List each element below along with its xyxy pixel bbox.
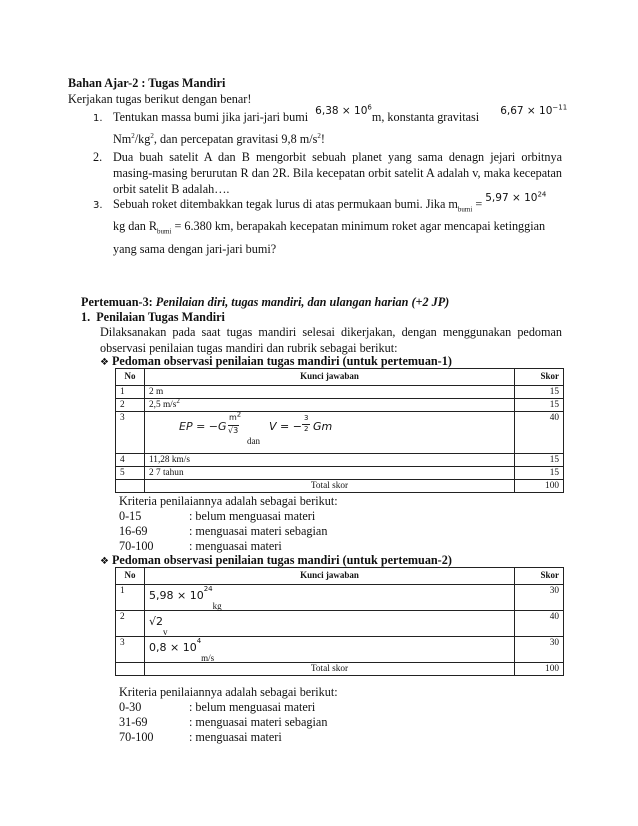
total-score: 100 bbox=[515, 480, 564, 493]
table-row bbox=[116, 610, 564, 636]
rubric-table-2 bbox=[115, 567, 564, 676]
table-row bbox=[116, 584, 564, 610]
formula-fraction-denominator: √3 bbox=[228, 425, 239, 435]
row-score: 30 bbox=[515, 636, 564, 662]
table-header-row bbox=[116, 568, 564, 585]
table-row bbox=[116, 411, 564, 453]
row-no: 5 bbox=[116, 466, 145, 479]
diamond-bullet-icon: ❖ bbox=[100, 556, 109, 567]
section-title: Bahan Ajar-2 : Tugas Mandiri bbox=[68, 76, 226, 90]
q1-text-a: Tentukan massa bumi jika jari-jari bumi bbox=[113, 110, 309, 124]
criteria-item: 0-30 : belum menguasai materi bbox=[119, 700, 316, 714]
velocity-formula-tail: Gm bbox=[313, 419, 333, 433]
row-no: 2 bbox=[116, 610, 145, 636]
velocity-fraction-numerator: 3 bbox=[304, 413, 309, 422]
criteria-item: 0-15 : belum menguasai materi bbox=[119, 509, 316, 523]
table-2-title: ❖ Pedoman observasi penilaian tugas mandiri (untuk pertemuan-2) bbox=[100, 553, 452, 567]
header-score: Skor bbox=[515, 369, 564, 386]
table-total-row bbox=[116, 662, 564, 675]
header-score: Skor bbox=[515, 568, 564, 585]
q1-gravitational-constant: $6,67 \times 10^{-11}$ bbox=[500, 103, 568, 117]
criteria-item: 16-69 : menguasai materi sebagian bbox=[119, 524, 328, 538]
q1-text-b: m, konstanta gravitasi bbox=[371, 110, 480, 124]
question-1-number: 1. bbox=[93, 113, 103, 124]
formula-conjunction: dan bbox=[247, 435, 260, 446]
question-1-line-1 bbox=[113, 103, 568, 126]
header-no: No bbox=[116, 568, 145, 585]
potential-energy-formula: EP = −G bbox=[179, 419, 227, 433]
row-no: 3 bbox=[116, 636, 145, 662]
row-score: 15 bbox=[515, 385, 564, 398]
criteria-intro: Kriteria penilaiannya adalah sebagai berikut: bbox=[119, 685, 338, 699]
row-score: 15 bbox=[515, 466, 564, 479]
criteria-list-1 bbox=[119, 494, 338, 554]
criteria-item: 70-100 : menguasai materi bbox=[119, 539, 282, 553]
table-1-title: ❖ Pedoman observasi penilaian tugas mandiri (untuk pertemuan-1) bbox=[100, 354, 452, 368]
row-answer-formula bbox=[145, 411, 515, 453]
total-label: Total skor bbox=[145, 480, 515, 493]
table-row bbox=[116, 636, 564, 662]
table-total-row bbox=[116, 480, 564, 493]
row-score: 15 bbox=[515, 453, 564, 466]
header-answer-key: Kunci jawaban bbox=[145, 568, 515, 585]
table-header-row bbox=[116, 369, 564, 386]
row-score: 40 bbox=[515, 610, 564, 636]
row-score: 15 bbox=[515, 398, 564, 411]
header-answer-key: Kunci jawaban bbox=[145, 369, 515, 386]
row-no: 2 bbox=[116, 398, 145, 411]
row-answer: $0,8 \times 10^4m/s$ bbox=[145, 636, 515, 662]
header-no: No bbox=[116, 369, 145, 386]
meeting-heading: Pertemuan-3: Penilaian diri, tugas mandiri, dan ulangan harian (+2 JP) bbox=[81, 295, 450, 309]
rubric-table-1 bbox=[115, 368, 564, 493]
row-answer: 2 m bbox=[145, 385, 515, 398]
row-answer: 11,28 km/s bbox=[145, 453, 515, 466]
formula-fraction-numerator: $m^2$ bbox=[229, 410, 242, 422]
question-3-number: 3. bbox=[93, 200, 103, 211]
row-no: 4 bbox=[116, 453, 145, 466]
question-2-number: 2. bbox=[93, 150, 103, 164]
question-3-line-1: Sebuah roket ditembakkan tegak lurus di atas permukaan bumi. Jika $m_{bumi} = 5,97 \times 10^{24}$ bbox=[113, 190, 547, 214]
row-answer: √2v bbox=[145, 610, 515, 636]
row-answer: 2,5 $m/s^2$ bbox=[145, 398, 515, 411]
question-3-line-3: yang sama dengan jari-jari bumi? bbox=[113, 242, 277, 256]
row-answer: 2 7 tahun bbox=[145, 466, 515, 479]
row-score: 30 bbox=[515, 584, 564, 610]
q1-radius: $6,38 \times 10^6$ bbox=[315, 103, 372, 117]
criteria-item: 70-100 : menguasai materi bbox=[119, 730, 282, 744]
q3-earth-mass: $5,97 \times 10^{24}$ bbox=[485, 190, 547, 204]
velocity-formula: V = − bbox=[269, 419, 302, 433]
row-score: 40 bbox=[515, 411, 564, 453]
row-answer: $5,98 \times 10^{24}kg$ bbox=[145, 584, 515, 610]
table-row bbox=[116, 385, 564, 398]
criteria-item: 31-69 : menguasai materi sebagian bbox=[119, 715, 328, 729]
velocity-fraction-denominator: 2 bbox=[304, 424, 309, 433]
diamond-bullet-icon: ❖ bbox=[100, 357, 109, 368]
question-2-text: Dua buah satelit A dan B mengorbit sebuah planet yang sama denagn jejari orbitnya masing-masing berurutan R dan 2R. Bila kecepatan orbit satelit A adalah v, maka kecepatan orbit satelit B adalah…. bbox=[113, 150, 562, 196]
criteria-list-2 bbox=[119, 685, 338, 745]
total-label: Total skor bbox=[145, 662, 515, 675]
question-3-line-2: kg dan $R_{bumi} = 6.380$ km, berapakah kecepatan minimum roket agar mencapai ketinggian bbox=[113, 219, 546, 236]
total-score: 100 bbox=[515, 662, 564, 675]
row-no: 3 bbox=[116, 411, 145, 453]
table-row bbox=[116, 453, 564, 466]
instruction-text: Kerjakan tugas berikut dengan benar! bbox=[68, 92, 252, 106]
subsection-description: Dilaksanakan pada saat tugas mandiri selesai dikerjakan, dengan menggunakan pedoman observasi penilaian tugas mandiri dan rubrik sebagai berikut: bbox=[100, 325, 562, 355]
table-row bbox=[116, 398, 564, 411]
table-row bbox=[116, 466, 564, 479]
criteria-intro: Kriteria penilaiannya adalah sebagai berikut: bbox=[119, 494, 338, 508]
question-1-line-2: $Nm^2/kg^2$, dan percepatan gravitasi 9,8 $m/s^2$! bbox=[113, 131, 325, 146]
subsection-heading: 1. Penilaian Tugas Mandiri bbox=[81, 310, 225, 324]
row-no: 1 bbox=[116, 584, 145, 610]
row-no: 1 bbox=[116, 385, 145, 398]
